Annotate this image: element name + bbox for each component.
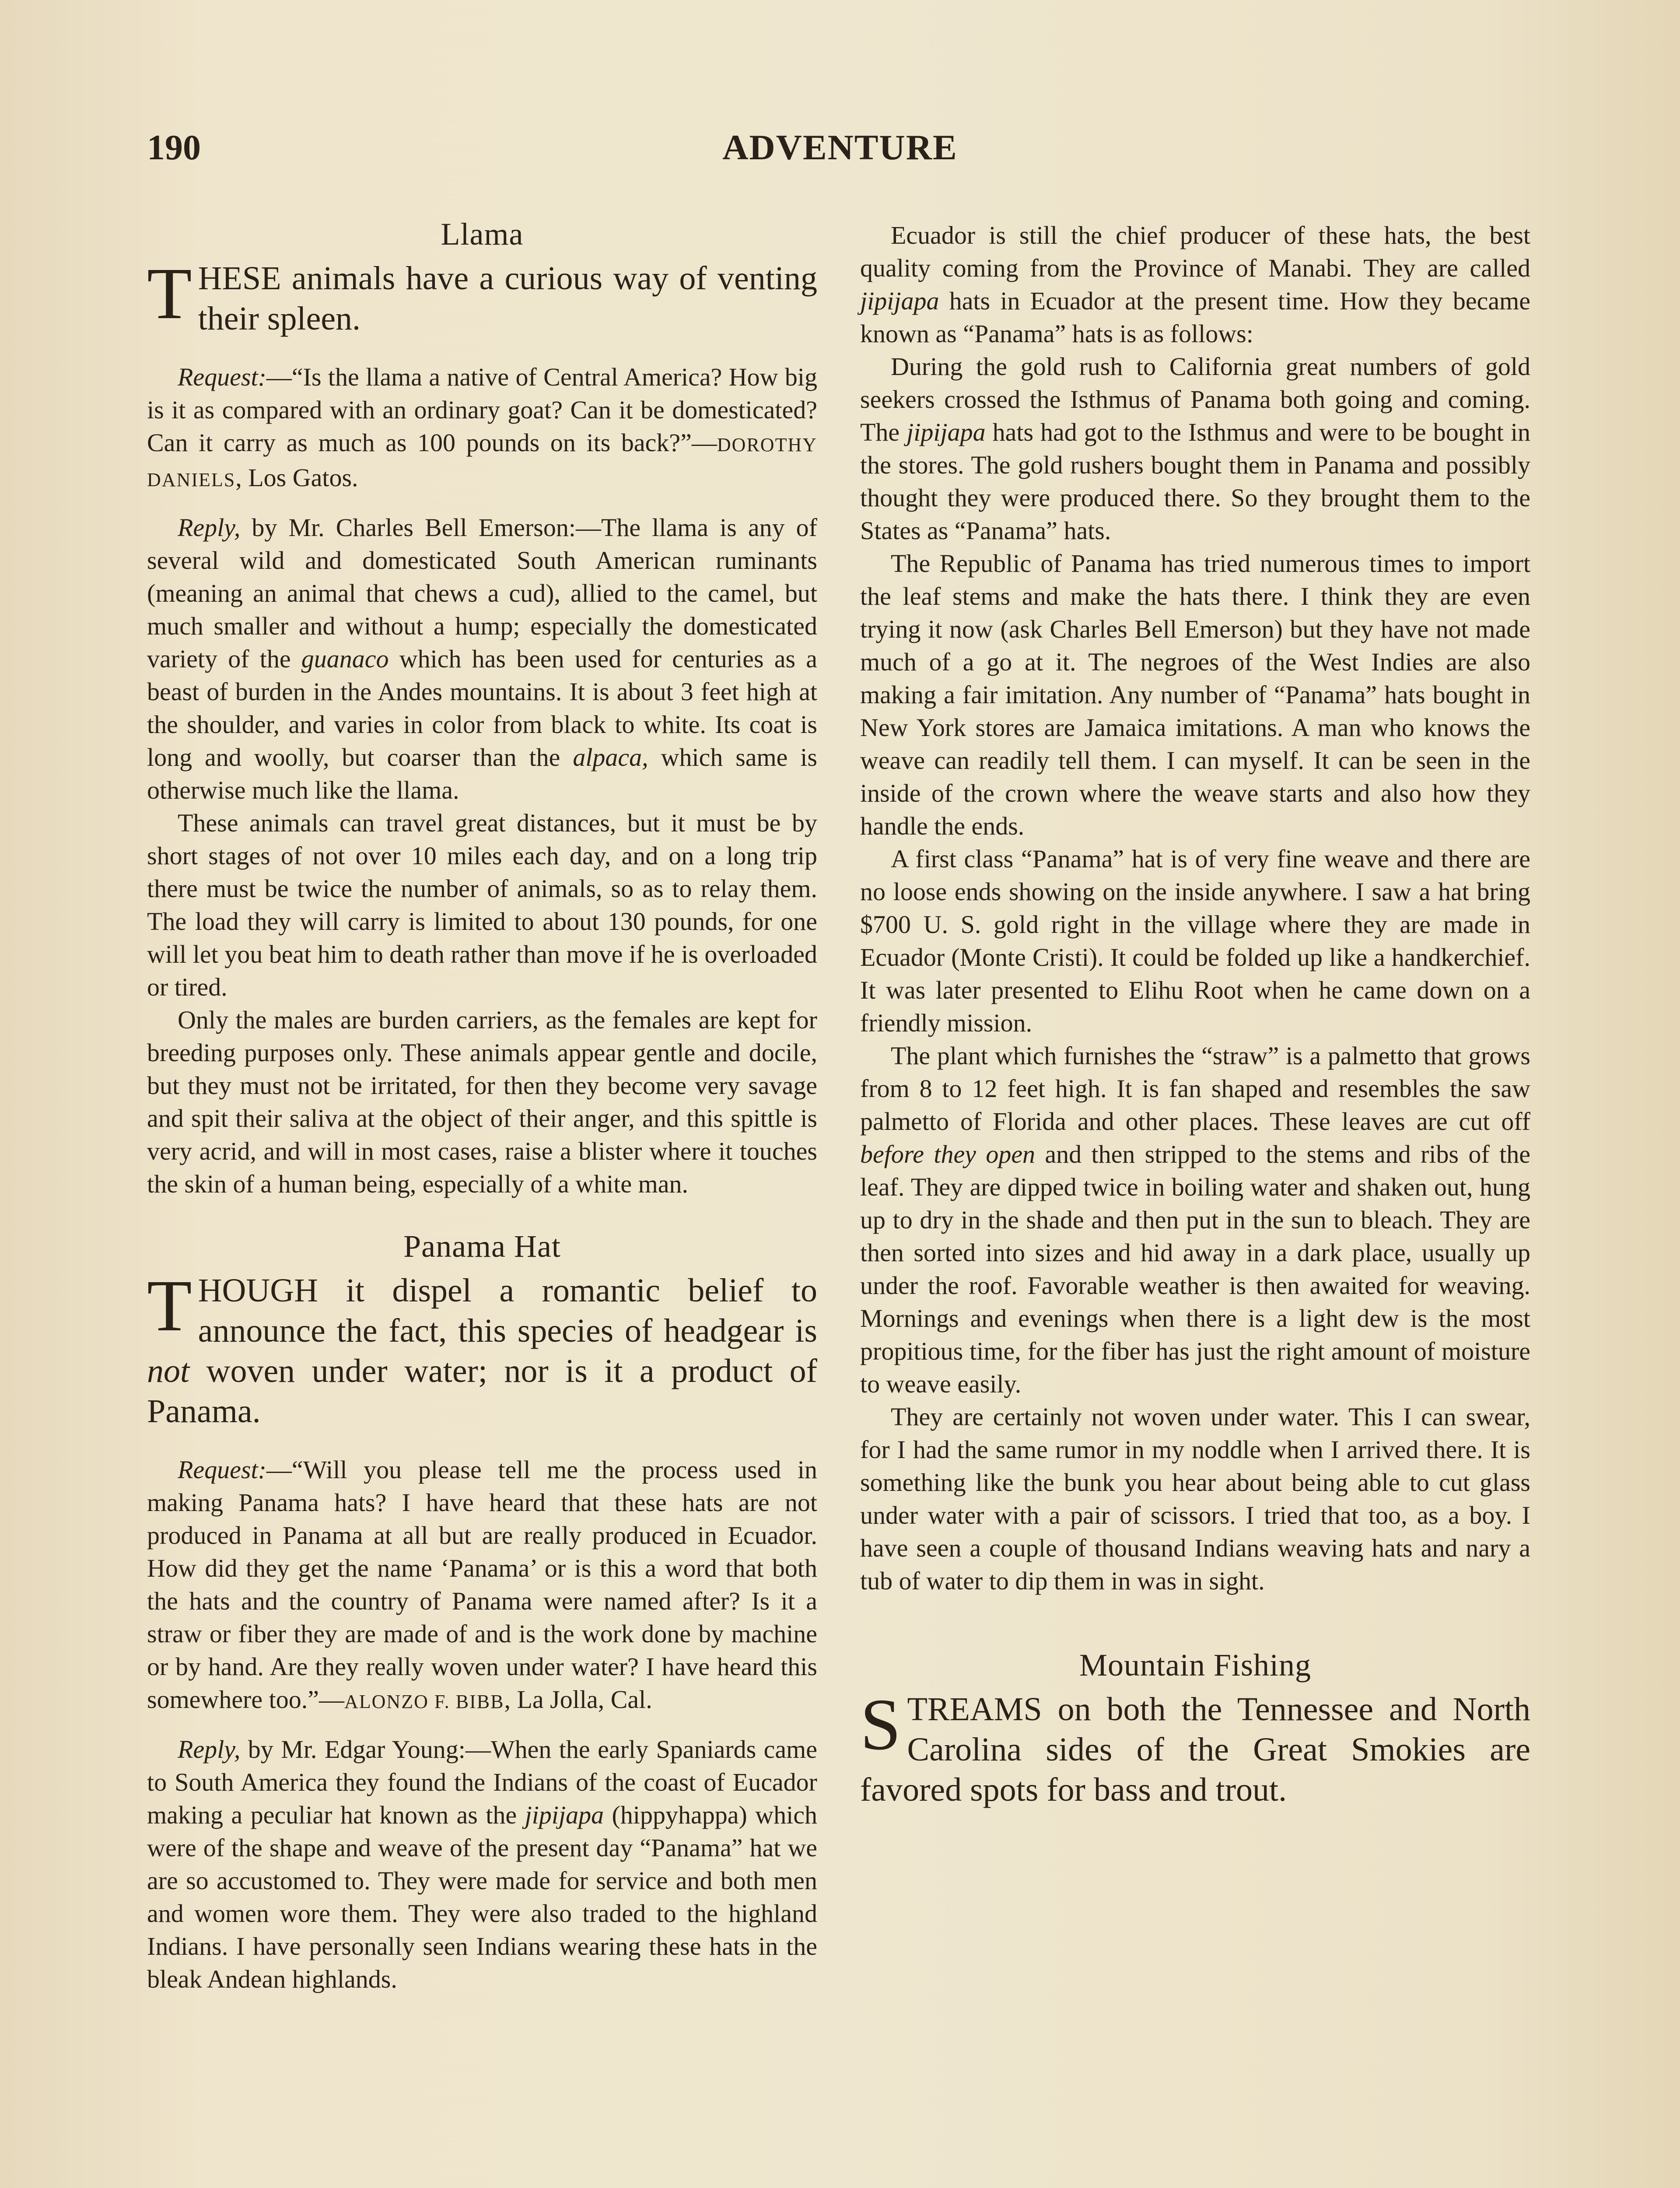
panama-request-signature: ALONZO F. BIBB — [344, 1691, 504, 1712]
llama-request — [147, 361, 817, 496]
page-number: 190 — [147, 127, 201, 167]
panama-p3-a: During the gold rush to California great numbers of gold seekers crossed the Isthmus of Panama both going and coming. The — [860, 352, 1530, 446]
fishing-lead — [860, 1684, 1530, 1810]
panama-request — [147, 1453, 817, 1718]
panama-p3-jipijapa: jipijapa — [906, 418, 986, 446]
panama-lead-text-a: HOUGH it dispel a romantic belief to announce the fact, this species of headgear is — [198, 1272, 817, 1349]
fishing-drop-cap: S — [860, 1684, 901, 1765]
panama-p2-b: hats in Ecuador at the present time. How they became known as “Panama” hats is as follows: — [860, 287, 1530, 348]
llama-reply-text-c: which same is otherwise much like the llama. — [147, 743, 817, 804]
panama-drop-cap: T — [147, 1265, 192, 1346]
panama-p6-b: and then stripped to the stems and ribs of the leaf. They are dipped twice in boiling water and shaken out, hung up to dry in the shade and then put in the sun to bleach. They are then sorted into sizes and hid away in a dark place, usually up under the roof. Favorable weather is then awaited for weaving. Mornings and evenings when there is a light dew is the most propitious time, for the fiber has just the right amount of moisture to weave easily. — [860, 1140, 1530, 1398]
panama-p3-b: hats had got to the Isthmus and were to be bought in the stores. The gold rushers bought them in Panama and possibly thought they were produced there. So they brought them to the States as “Panama” hats. — [860, 418, 1530, 545]
llama-drop-cap: T — [147, 253, 192, 334]
llama-request-signature: DOROTHY DANIELS — [147, 434, 817, 491]
llama-paragraph-3: Only the males are burden carriers, as the females are kept for breeding purposes only. These animals appear gentle and docile, but they must not be irritated, for then they become very savage and spit their saliva at the object of their anger, and this spittle is very acrid, and will in most cases, raise a blister where it touches the skin of a human being, especially of a white man. — [147, 1006, 817, 1198]
panama-p2-jipijapa: jipijapa — [860, 287, 939, 315]
panama-paragraph-7: They are certainly not woven under water. This I can swear, for I had the same rumor in my noddle when I arrived there. It is something like the bunk you hear about being able to cut glass under water with a pair of scissors. I tried that too, as a boy. I have seen a couple of thousand Indians weaving hats and nary a tub of water to dip them in was in sight. — [860, 1403, 1530, 1595]
panama-paragraph-6 — [860, 1039, 1530, 1400]
panama-p6-before-they-open: before they open — [860, 1140, 1036, 1168]
panama-reply-jipijapa: jipijapa — [525, 1801, 604, 1829]
llama-request-place: , Los Gatos. — [235, 463, 358, 492]
panama-reply-text-a: by Mr. Edgar Young:—When the early Spaniards came to South America they found the Indians of the coast of Eucador making a peculiar hat known as the — [147, 1735, 817, 1829]
panama-paragraph-4: The Republic of Panama has tried numerous times to import the leaf stems and make the hats there. I think they are even trying it now (ask Charles Bell Emerson) but they have not made much of a go at it. The negroes of the West Indies are also making a fair imitation. Any number of “Panama” hats bought in New York stores are Jamaica imitations. A man who knows the weave can readily tell them. I can myself. It can be seen in the inside of the crown where the weave starts and also how they handle the ends. — [860, 549, 1530, 840]
llama-heading: Llama — [441, 217, 524, 252]
panama-heading: Panama Hat — [403, 1229, 561, 1264]
panama-reply-text-b: (hippyhappa) which were of the shape and weave of the present day “Panama” hat we are so accustomed to. They were made for service and both men and women wore them. They were also traded to the highland Indians. I have personally seen Indians wearing these hats in the bleak Andean highlands. — [147, 1801, 817, 1993]
panama-paragraph-5: A first class “Panama” hat is of very fine weave and there are no loose ends showing on the inside anywhere. I saw a hat bring $700 U. S. gold right in the village where they are made in Ecuador (Monte Cristi). It could be folded up like a handkerchief. It was later presented to Elihu Root when he came down on a friendly mission. — [860, 845, 1530, 1037]
panama-request-label: Request: — [178, 1455, 266, 1484]
fishing-heading: Mountain Fishing — [1079, 1648, 1312, 1683]
llama-lead-text: HESE animals have a curious way of venting their spleen. — [198, 260, 817, 337]
panama-request-place: , La Jolla, Cal. — [504, 1685, 652, 1714]
right-column — [860, 219, 1530, 1832]
llama-request-text: —“Is the llama a native of Central America? How big is it as compared with an ordinary goat? Can it be domesticated? Can it carry as much as 100 pounds on its back?”— — [147, 363, 817, 457]
panama-p2-a: Ecuador is still the chief producer of these hats, the best quality coming from the Province of Manabi. They are called — [860, 221, 1530, 282]
left-column — [147, 214, 817, 1995]
llama-reply-text-b: which has been used for centuries as a beast of burden in the Andes mountains. It is about 3 feet high at the shoulder, and varies in color from black to white. Its coat is long and woolly, but coarser than the — [147, 645, 818, 771]
llama-lead — [147, 253, 817, 339]
panama-lead-text-b: woven under water; nor is it a product of Panama. — [147, 1353, 817, 1430]
panama-reply-label: Reply, — [178, 1735, 241, 1764]
llama-paragraph-2: These animals can travel great distances, but it must be by short stages of not over 10 miles each day, and on a long trip there must be twice the number of animals, so as to relay them. The load they will carry is limited to about 130 pounds, for one will let you beat him to death rather than move if he is overloaded or tired. — [147, 809, 817, 1001]
magazine-title: ADVENTURE — [722, 127, 958, 167]
panama-paragraph-3 — [860, 350, 1530, 547]
panama-paragraph-2 — [860, 219, 1530, 350]
llama-reply-guanaco: guanaco — [301, 645, 389, 673]
llama-reply — [147, 511, 817, 806]
running-head — [147, 127, 1533, 179]
llama-reply-label: Reply, — [178, 513, 241, 542]
llama-reply-text-a: by Mr. Charles Bell Emerson:—The llama is any of several wild and domesticated South American ruminants (meaning an animal that chews a cud), allied to the camel, but much smaller and without a hump; especially the domesticated variety of the — [147, 513, 817, 673]
panama-reply — [147, 1733, 817, 1995]
panama-request-text: —“Will you please tell me the process used in making Panama hats? I have heard that these hats are not produced in Panama at all but are really produced in Ecuador. How did they get the name ‘Panama’ or is this a word that both the hats and the country of Panama were named after? Is it a straw or fiber they are made of and is the work done by machine or by hand. Are they really woven under water? I have heard this somewhere too.”— — [147, 1455, 817, 1714]
panama-lead-not: not — [147, 1353, 190, 1389]
llama-request-label: Request: — [178, 363, 266, 391]
panama-p6-a: The plant which furnishes the “straw” is a palmetto that grows from 8 to 12 feet high. It is fan shaped and resembles the saw palmetto of Florida and other places. These leaves are cut off — [860, 1041, 1530, 1136]
fishing-lead-text: TREAMS on both the Tennessee and North Carolina sides of the Great Smokies are favored spots for bass and trout. — [860, 1691, 1530, 1808]
panama-lead — [147, 1265, 817, 1431]
llama-reply-alpaca: alpaca, — [573, 743, 648, 771]
